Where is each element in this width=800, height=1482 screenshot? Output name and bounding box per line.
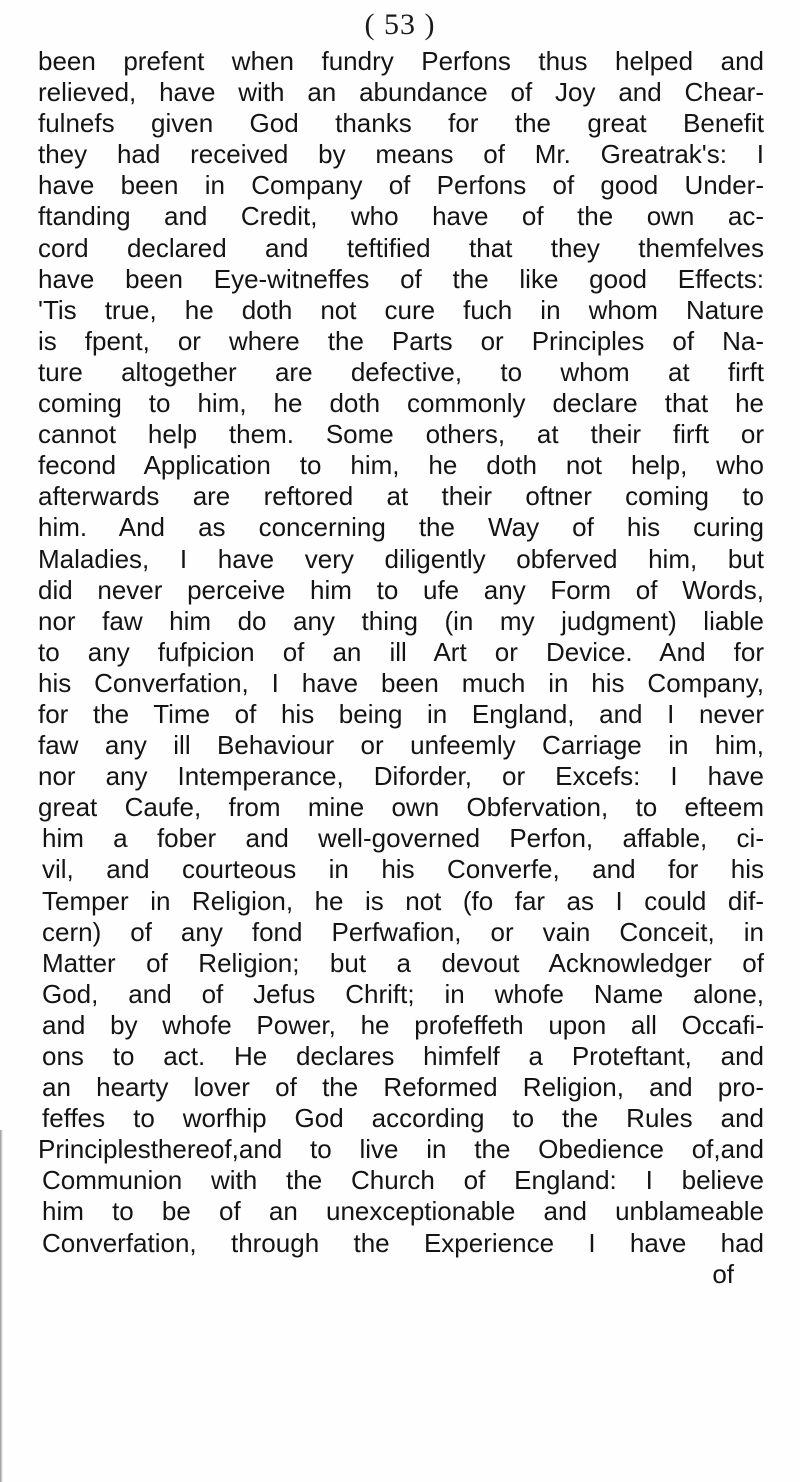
text-line: God, and of Jefus Chrift; in whofe Name alone,	[42, 978, 764, 1009]
text-line: have been in Company of Perfons of good Under-	[38, 170, 764, 201]
text-line: his Converfation, I have been much in his Company,	[38, 667, 764, 698]
text-line: an hearty lover of the Reformed Religion, and pro-	[42, 1072, 764, 1103]
text-line: ture altogether are defective, to whom at firft	[38, 356, 764, 387]
text-line: afterwards are reftored at their oftner coming to	[38, 481, 764, 512]
catchword: of	[712, 1258, 734, 1289]
text-line: 'Tis true, he doth not cure fuch in whom Nature	[38, 294, 764, 325]
text-line: cannot help them. Some others, at their firft or	[38, 419, 764, 450]
text-line: feffes to worfhip God according to the Rules and	[42, 1103, 764, 1134]
text-line: Maladies, I have very diligently obferved him, but	[38, 543, 764, 574]
text-line: faw any ill Behaviour or unfeemly Carriage in him,	[38, 730, 764, 761]
text-line: Communion with the Church of England: I believe	[42, 1165, 764, 1196]
text-line: nor any Intemperance, Diforder, or Excefs: I have	[38, 761, 764, 792]
text-line: vil, and courteous in his Converfe, and for his	[42, 854, 764, 885]
text-line: Matter of Religion; but a devout Acknowledger of	[42, 947, 764, 978]
text-line: and by whofe Power, he profeffeth upon all Occafi-	[42, 1009, 764, 1040]
text-line: is fpent, or where the Parts or Principles of Na-	[38, 325, 764, 356]
text-line: Principlesthereof,and to live in the Obedience of,and	[38, 1134, 764, 1165]
text-line: great Caufe, from mine own Obfervation, to efteem	[38, 792, 764, 823]
text-line: coming to him, he doth commonly declare that he	[38, 388, 764, 419]
binding-shadow	[0, 1130, 3, 1482]
text-line: him to be of an unexceptionable and unblameable	[42, 1196, 764, 1227]
text-line: ons to act. He declares himfelf a Proteftant, and	[42, 1041, 764, 1071]
text-line: did never perceive him to ufe any Form of Words,	[38, 574, 764, 605]
text-line: nor faw him do any thing (in my judgment) liable	[38, 605, 764, 636]
text-line: have been Eye-witneffes of the like good Effects:	[38, 263, 764, 294]
text-line: him. And as concerning the Way of his curing	[38, 512, 764, 543]
text-line: fecond Application to him, he doth not help, who	[38, 450, 764, 481]
text-line: ftanding and Credit, who have of the own ac-	[38, 201, 764, 232]
body-text	[38, 46, 764, 1290]
text-line: cord declared and teftified that they themfelves	[38, 232, 764, 263]
text-line: Converfation, through the Experience I have had	[42, 1227, 764, 1258]
text-line: cern) of any fond Perfwafion, or vain Conceit, in	[42, 916, 764, 947]
text-line: they had received by means of Mr. Greatrak's: I	[38, 139, 764, 170]
text-line: relieved, have with an abundance of Joy and Chear-	[38, 77, 764, 108]
text-line: to any fufpicion of an ill Art or Device. And for	[38, 636, 764, 667]
page-number: ( 53 )	[364, 8, 436, 41]
text-line: Temper in Religion, he is not (fo far as I could dif-	[42, 885, 764, 916]
text-line: him a fober and well-governed Perfon, affable, ci-	[42, 823, 764, 854]
text-line: for the Time of his being in England, and I never	[38, 698, 764, 729]
text-line: been prefent when fundry Perfons thus helped and	[38, 46, 764, 76]
text-line: fulnefs given God thanks for the great Benefit	[38, 108, 764, 139]
